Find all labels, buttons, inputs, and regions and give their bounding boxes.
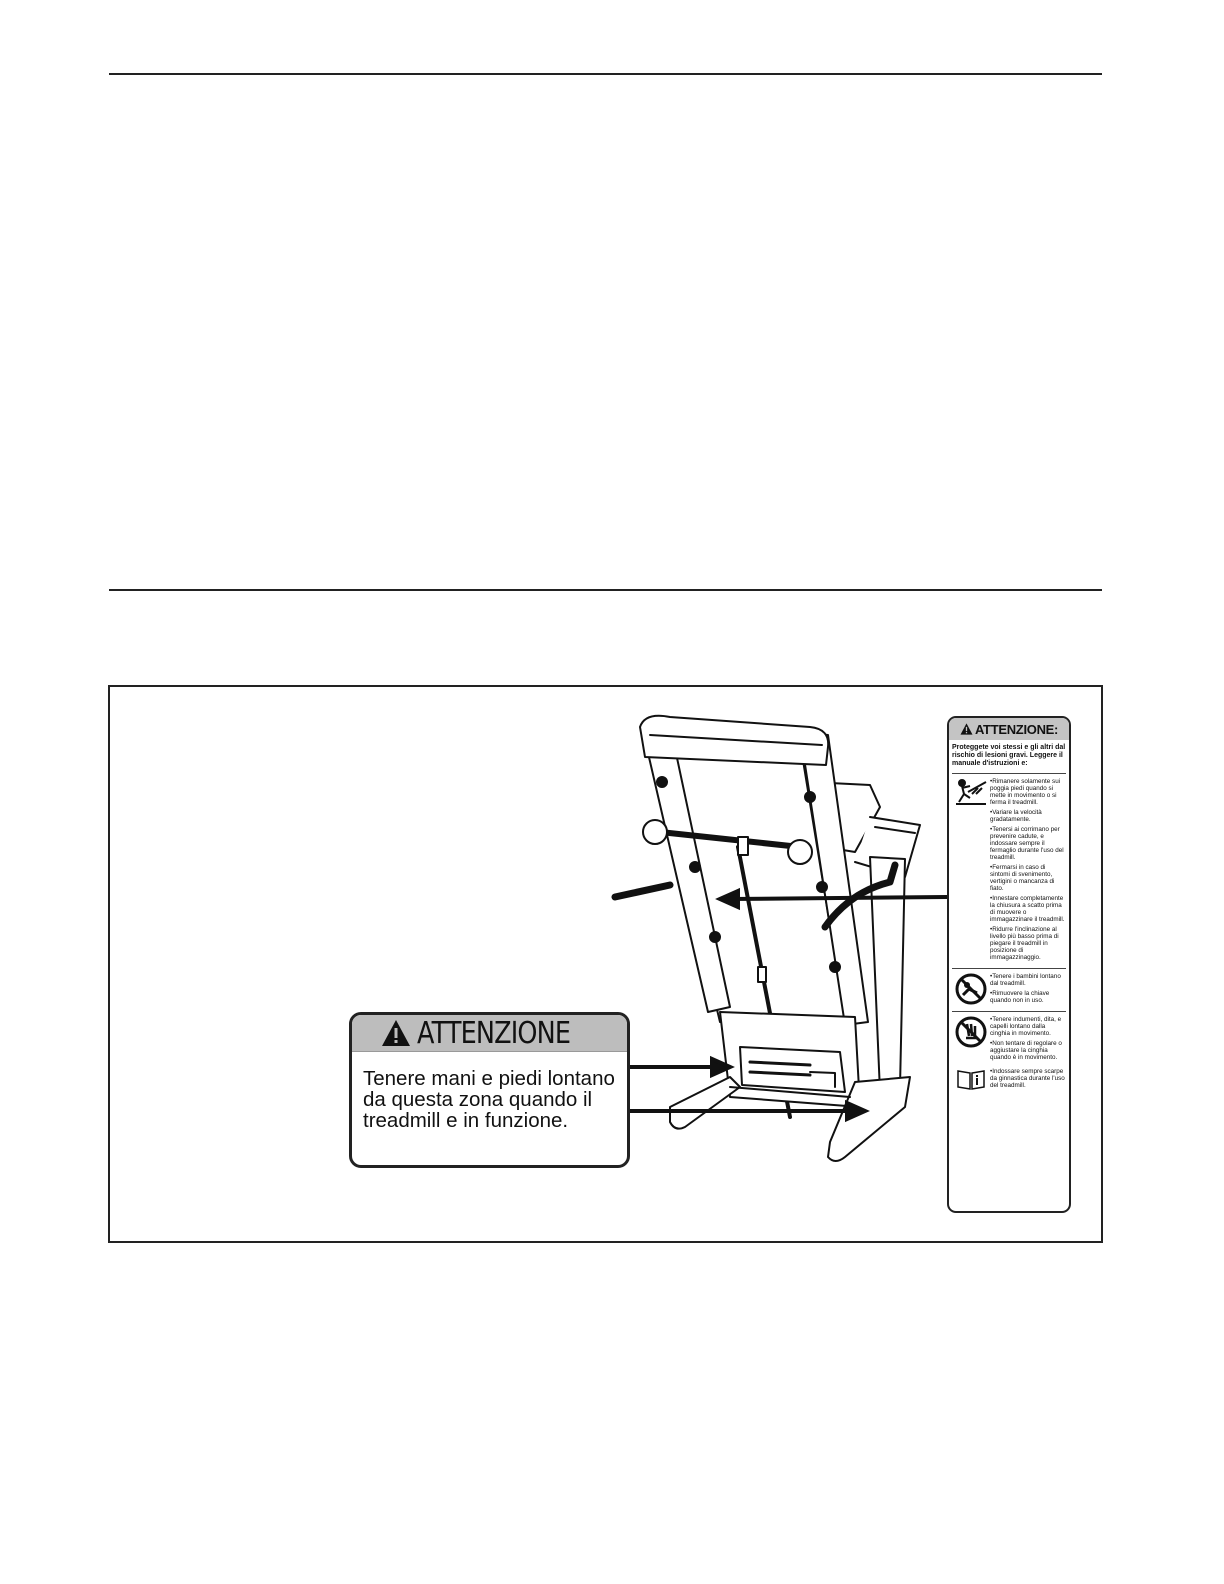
warning-triangle-icon — [381, 1019, 411, 1047]
safety-item: •Fermarsi in caso di sintomi di svenimento, vertigini o mancanza di fiato. — [990, 864, 1055, 892]
safety-item: •Non tentare di regolare o aggiustare la cinghia quando è in movimento. — [990, 1040, 1062, 1061]
safety-item: •Ridurre l'inclinazione al livello più basso prima di piegare il treadmill in posizione di immagazzinaggio. — [990, 926, 1059, 961]
safety-item: •Rimuovere la chiave quando non in uso. — [990, 990, 1050, 1004]
safety-item: •Tenersi ai corrimano per prevenire cadute, e indossare sempre il fermaglio durante l'uso del treadmill. — [990, 826, 1064, 861]
divider — [952, 968, 1066, 969]
manual-book-icon — [956, 1068, 986, 1090]
label-section — [949, 971, 1069, 1009]
label-title: ATTENZIONE: — [974, 721, 1059, 737]
label-intro: Proteggete voi stessi e gli altri dal rischio di lesioni gravi. Leggere il manuale d'istruzioni e: — [952, 744, 1066, 767]
warning-triangle-icon — [960, 723, 973, 735]
label-line: treadmill e in funzione. — [363, 1109, 569, 1132]
label-line: Tenere mani e piedi lontano — [363, 1067, 615, 1090]
safety-item: •Tenere i bambini lontano dal treadmill. — [990, 973, 1061, 987]
label-line: da questa zona quando il — [363, 1088, 593, 1111]
label-text — [352, 1052, 627, 1131]
divider — [952, 1011, 1066, 1012]
label-section — [949, 1066, 1069, 1094]
safety-item: •Tenere indumenti, dita, e capelli lontano dalla cinghia in movimento. — [990, 1016, 1062, 1037]
treadmill-safety-label — [947, 716, 1071, 1213]
stepping-person-icon — [954, 778, 988, 806]
top-divider — [109, 73, 1102, 75]
label-section — [949, 776, 1069, 966]
label-title: ATTENZIONE — [417, 1015, 571, 1051]
safety-item: •Rimanere solamente sui poggia piedi quando si mette in movimento o si ferma il treadmill. — [990, 778, 1061, 806]
no-children-icon — [955, 973, 987, 1005]
safety-item: •Indossare sempre scarpe da ginnastica durante l'uso del treadmill. — [990, 1068, 1065, 1089]
middle-divider — [109, 589, 1102, 591]
warning-decal-figure — [108, 685, 1103, 1243]
label-header — [352, 1015, 627, 1052]
label-section — [949, 1014, 1069, 1066]
hands-feet-warning-label — [349, 1012, 630, 1168]
safety-item: •Innestare completamente la chiusura a scatto prima di muovere o immagazzinare il treadmill. — [990, 895, 1065, 923]
label-header — [949, 718, 1069, 740]
divider — [952, 773, 1066, 774]
safety-item: •Variare la velocità gradatamente. — [990, 809, 1042, 823]
no-hands-icon — [955, 1016, 987, 1048]
